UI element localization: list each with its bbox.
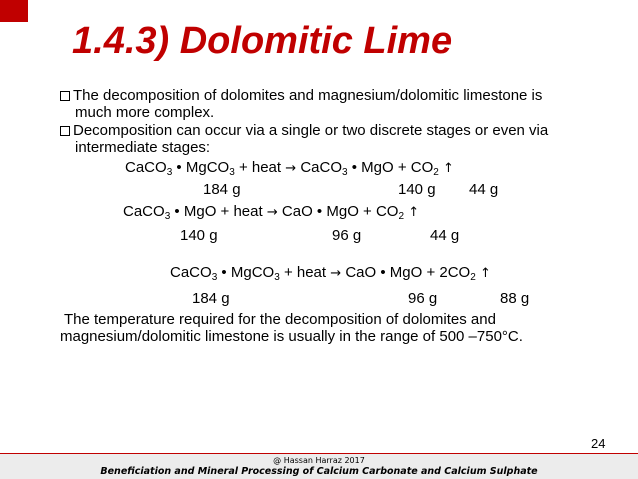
checkbox-bullet-icon [60, 126, 70, 136]
reaction-1-reactant-1-sub: 3 [166, 167, 173, 178]
reaction-3-product-1: CaO [345, 264, 377, 281]
reaction-1-dot-1: • [176, 159, 182, 176]
reaction-1-reactant-1: CaCO [125, 159, 167, 176]
reaction-1-mass-3: 44 g [469, 181, 499, 198]
reaction-1-product-1: CaCO [300, 159, 342, 176]
reaction-3-reactant-1: CaCO [170, 264, 212, 281]
reaction-3-equation [170, 264, 491, 282]
reaction-1-reactant-2-sub: 3 [229, 167, 235, 178]
reaction-3-mass-2: 96 g [408, 290, 438, 307]
bullet-1-line-2: much more complex. [75, 104, 215, 121]
footer [0, 454, 638, 479]
bullet-1-line-1 [60, 87, 542, 104]
footer-course-title: Beneficiation and Mineral Processing of Calcium Carbonate and Calcium Sulphate [100, 466, 538, 477]
reaction-2-equation [123, 203, 419, 221]
page-number: 24 [591, 436, 606, 451]
reaction-arrow-icon: → [266, 205, 278, 220]
reaction-1-product-2: MgO + CO [361, 159, 434, 176]
reaction-1-product-2-sub: 2 [433, 167, 439, 178]
gas-up-arrow-icon: ↑ [479, 266, 491, 281]
checkbox-bullet-icon [60, 91, 70, 101]
reaction-2-mass-1: 140 g [180, 227, 218, 244]
reaction-2-product-2: MgO + CO [326, 203, 399, 220]
reaction-3-mass-1: 184 g [192, 290, 230, 307]
reaction-1-reactant-2: MgCO [185, 159, 230, 176]
reaction-1-dot-2: • [351, 159, 357, 176]
bullet-2-line-2: intermediate stages: [75, 139, 211, 156]
gas-up-arrow-icon: ↑ [443, 161, 454, 176]
reaction-2-reactant-1: CaCO [123, 203, 165, 220]
reaction-2-reactant-2: MgO + heat [183, 203, 263, 220]
reaction-2-mass-2: 96 g [332, 227, 362, 244]
reaction-1-mass-1: 184 g [203, 181, 241, 198]
reaction-arrow-icon: → [330, 266, 342, 281]
accent-bar [0, 0, 28, 22]
reaction-2-product-1: CaO [281, 203, 313, 220]
reaction-2-product-2-sub: 2 [398, 211, 405, 222]
reaction-3-reactant-2: MgCO [230, 264, 275, 281]
reaction-3-product-2: MgO + 2CO [389, 264, 471, 281]
reaction-1-heat: + heat [238, 159, 282, 176]
reaction-1-product-1-sub: 3 [342, 167, 348, 178]
reaction-1-mass-2: 140 g [398, 181, 436, 198]
reaction-3-mass-3: 88 g [500, 290, 530, 307]
closing-line-2: magnesium/dolomitic limestone is usually in the range of 500 –750°C. [60, 328, 523, 345]
reaction-3-dot-2: • [380, 264, 386, 281]
reaction-1-equation [125, 159, 454, 177]
reaction-2-reactant-1-sub: 3 [164, 211, 171, 222]
reaction-3-heat: + heat [283, 264, 327, 281]
reaction-arrow-icon: → [285, 161, 297, 176]
bullet-1-text-1: The decomposition of dolomites and magnesium/dolomitic limestone is [73, 87, 543, 104]
slide-title: 1.4.3) Dolomitic Lime [72, 20, 453, 62]
reaction-3-dot-1: • [221, 264, 227, 281]
reaction-2-dot-1: • [174, 203, 180, 220]
closing-line-1: The temperature required for the decomposition of dolomites and [64, 311, 496, 328]
footer-copyright: @ Hassan Harraz 2017 [273, 456, 365, 465]
reaction-3-product-2-sub: 2 [470, 272, 476, 283]
gas-up-arrow-icon: ↑ [408, 205, 420, 220]
reaction-2-mass-3: 44 g [430, 227, 460, 244]
bullet-2-text-1: Decomposition can occur via a single or two discrete stages or even via [73, 122, 549, 139]
reaction-2-dot-2: • [316, 203, 323, 220]
bullet-2-line-1 [60, 122, 548, 139]
reaction-3-reactant-2-sub: 3 [274, 272, 280, 283]
reaction-3-reactant-1-sub: 3 [211, 272, 218, 283]
